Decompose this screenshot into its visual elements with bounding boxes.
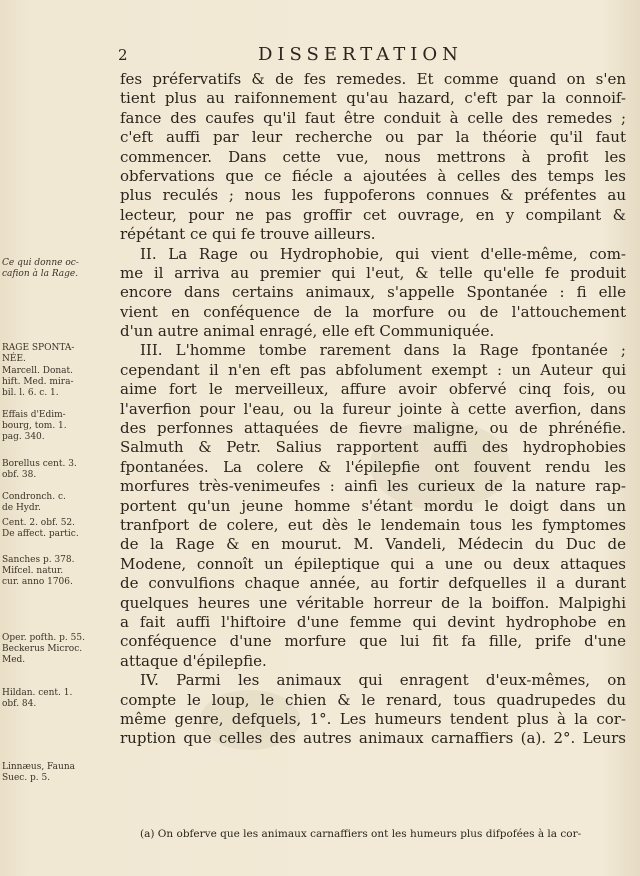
text-line: me il arriva au premier qui l'eut, & telle qu'elle fe produit (120, 263, 626, 282)
text-line: plus reculés ; nous les fuppoferons connues & préfentes au (120, 186, 626, 205)
text-line: morfures très-venimeufes : ainfi les curieux de la nature rap- (120, 477, 626, 496)
footnote: (a) On obferve que les animaux carnaffiers ont les humeurs plus difpofées à la cor- (140, 828, 582, 840)
text-line: IV. Parmi les animaux qui enragent d'eux-mêmes, on (140, 671, 626, 690)
text-line: III. L'homme tombe rarement dans la Rage fpontanée ; (140, 341, 626, 360)
margin-note: Ce qui donne oc- cafion à la Rage. (2, 258, 79, 279)
text-line: commencer. Dans cette vue, nous mettrons à profit les (120, 147, 626, 166)
text-line: conféquence d'une morfure que lui fit fa fille, prife d'une (120, 632, 626, 651)
running-title: DISSERTATION (258, 44, 463, 65)
margin-note: Marcell. Donat. hift. Med. mira- bil. l. 6. c. 1. (2, 366, 74, 398)
text-line: répétant ce qui fe trouve ailleurs. (120, 225, 376, 244)
text-line: obfervations que ce fiécle a ajoutées à celles des temps les (120, 166, 626, 185)
margin-note: Sanches p. 378. Mifcel. natur. cur. anno 1706. (2, 555, 75, 587)
text-line: c'eft auffi par leur recherche ou par la théorie qu'il faut (120, 128, 626, 147)
text-line: tient plus au raifonnement qu'au hazard, c'eft par la connoif- (120, 89, 626, 108)
margin-note: Linnæus, Fauna Suec. p. 5. (2, 762, 76, 783)
page-header (118, 46, 638, 66)
text-line: fpontanées. La colere & l'épilepfie ont fouvent rendu les (120, 457, 626, 476)
text-line: l'averfion pour l'eau, ou la fureur jointe à cette averfion, dans (120, 399, 626, 418)
margin-note: Borellus cent. 3. obf. 38. (2, 459, 77, 480)
text-line: II. La Rage ou Hydrophobie, qui vient d'elle-même, com- (140, 244, 626, 263)
text-line: a fait auffi l'hiftoire d'une femme qui devint hydrophobe en (120, 612, 626, 631)
text-line: encore dans certains animaux, s'appelle Spontanée : fi elle (120, 283, 626, 302)
main-text (120, 70, 626, 749)
text-line: attaque d'épilepfie. (120, 651, 267, 670)
text-line: d'un autre animal enragé, elle eft Communiquée. (120, 322, 495, 341)
margin-note: Hildan. cent. 1. obf. 84. (2, 688, 73, 709)
margin-note: Cent. 2. obf. 52. De affect. partic. (2, 518, 79, 539)
text-line: de convulfions chaque année, au fortir defquelles il a durant (120, 574, 626, 593)
text-line: quelques heures une véritable horreur de la boiffon. Malpighi (120, 593, 626, 612)
margin-note: Oper. pofth. p. 55. Beckerus Microc. Med. (2, 633, 85, 665)
text-line: portent qu'un jeune homme s'étant mordu le doigt dans un (120, 496, 626, 515)
text-line: compte le loup, le chien & le renard, tous quadrupedes du (120, 690, 626, 709)
text-line: lecteur, pour ne pas groffir cet ouvrage, en y compilant & (120, 205, 626, 224)
margin-note: RAGE SPONTA- NÉE. (2, 343, 75, 364)
text-line: de la Rage & en mourut. M. Vandeli, Médecin du Duc de (120, 535, 626, 554)
text-line: même genre, defquels, 1°. Les humeurs tendent plus à la cor- (120, 709, 626, 728)
text-line: des perfonnes attaquées de fievre maligne, ou de phrénéfie. (120, 419, 626, 438)
text-line: Modene, connoît un épileptique qui a une ou deux attaques (120, 554, 626, 573)
page-number: 2 (118, 46, 128, 64)
text-line: ruption que celles des autres animaux carnaffiers (a). 2°. Leurs (120, 729, 626, 748)
text-line: aime fort le merveilleux, affure avoir obfervé cinq fois, ou (120, 380, 626, 399)
text-line: tranfport de colere, eut dès le lendemain tous les fymptomes (120, 515, 626, 534)
margin-note: Effais d'Edim- bourg, tom. 1. pag. 340. (2, 410, 67, 442)
text-line: Salmuth & Petr. Salius rapportent auffi des hydrophobies (120, 438, 626, 457)
text-line: fance des caufes qu'il faut être conduit à celle des remedes ; (120, 108, 626, 127)
text-line: cependant il n'en eft pas abfolument exempt : un Auteur qui (120, 360, 626, 379)
text-line: fes préfervatifs & de fes remedes. Et comme quand on s'en (120, 70, 626, 88)
text-line: vient en conféquence de la morfure ou de l'attouchement (120, 302, 626, 321)
margin-note: Condronch. c. de Hydr. (2, 492, 66, 513)
